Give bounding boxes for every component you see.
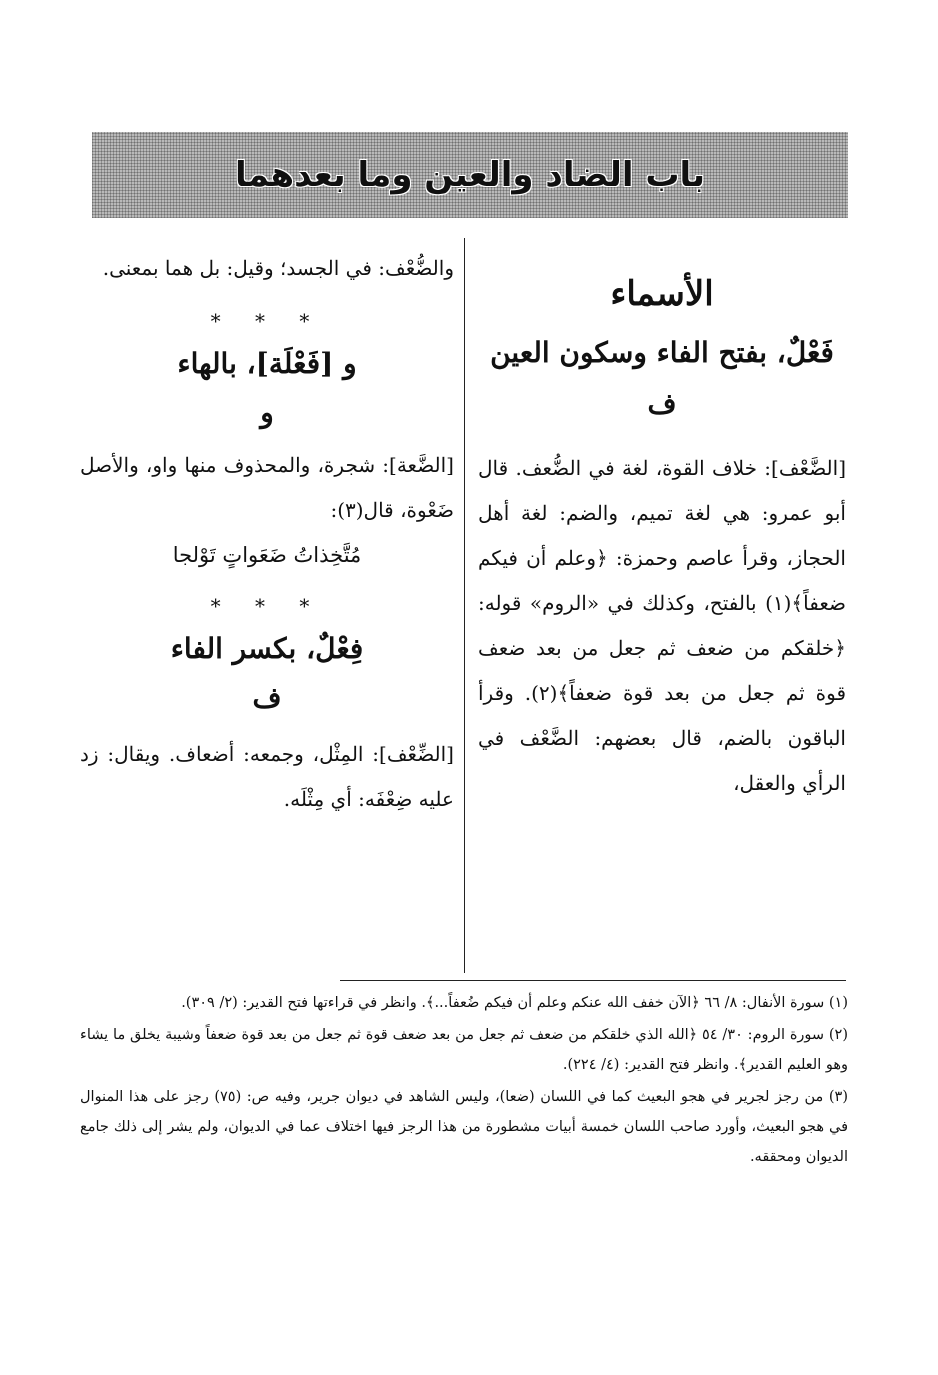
right-column <box>478 238 846 978</box>
letter-heading: ف <box>647 387 677 420</box>
pattern-heading: فَعْلٌ، بفتح الفاء وسكون العين <box>490 336 834 369</box>
footnotes <box>80 988 848 1174</box>
column-divider <box>464 238 465 973</box>
chapter-title: باب الضاد والعين وما بعدهما <box>234 155 706 195</box>
letter-heading-waw: و <box>260 396 274 429</box>
left-column <box>80 238 454 978</box>
entry-dif: [الضِّعْف]: المِثْل، وجمعه: أضعاف. ويقال: زد عليه ضِعْفَه: أي مِثْلَه. <box>80 742 454 811</box>
footnote-2: (٢) سورة الروم: ٣٠/ ٥٤ ﴿الله الذي خلقكم من ضعف ثم جعل من بعد ضعف قوة ثم جعل من بعد قوة ضعفاً وشيبة يخلق ما يشاء وهو العليم القدير﴾. وانظر فتح القدير: (٤/ ٢٢٤). <box>80 1027 849 1073</box>
footnote-rule <box>340 980 846 981</box>
section-heading: الأسماء <box>610 274 714 314</box>
chapter-title-banner <box>92 132 848 218</box>
entry-dawa: [الضَّعة]: شجرة، والمحذوف منها واو، والأصل ضَعْوة، قال(٣): <box>80 453 454 522</box>
continuation-paragraph: والضُّعْف: في الجسد؛ وقيل: بل هما بمعنى. <box>102 256 454 280</box>
pattern-heading-fil: فِعْلٌ، بكسر الفاء <box>170 632 364 665</box>
pattern-heading-fala: و [فَعْلَة]، بالهاء <box>177 347 357 380</box>
footnote-1: (١) سورة الأنفال: ٨/ ٦٦ ﴿الآن خفف الله عنكم وعلم أن فيكم ضُعفاً...﴾. وانظر في قراءتها فتح القدير: (٢/ ٣٠٩). <box>181 995 848 1011</box>
poem-verse: مُتَّخِذاتُ ضَعَواتٍ تَوْلجا <box>172 543 362 567</box>
separator-stars: * * * <box>210 594 324 618</box>
separator-stars: * * * <box>210 309 324 333</box>
letter-heading-fa: ف <box>252 681 282 714</box>
footnote-3: (٣) من رجز لجرير في هجو البعيث كما في اللسان (ضعا)، وليس الشاهد في ديوان جرير، وفيه ص: (٧٥) رجز على هذا المنوال في هجو البعيث، وأورد صاحب اللسان خمسة أبيات مشطورة من هذا الرجز فيها اختلاف عما في الديوان، ولم يشر إلى ذلك جامع الديوان ومحققه. <box>80 1089 848 1165</box>
entry-paragraph: [الضَّعْف]: خلاف القوة، لغة في الضُّعف. قال أبو عمرو: هي لغة تميم، والضم: لغة أهل الحجاز، وقرأ عاصم وحمزة: ﴿وعلم أن فيكم ضعفاً﴾(١) بالفتح، وكذلك في «الروم» قوله: ﴿خلقكم من ضعف ثم جعل من بعد ضعف قوة ثم جعل من بعد قوة ضعفاً﴾(٢). وقرأ الباقون بالضم، قال بعضهم: الضَّعْف في الرأي والعقل، <box>478 456 847 795</box>
